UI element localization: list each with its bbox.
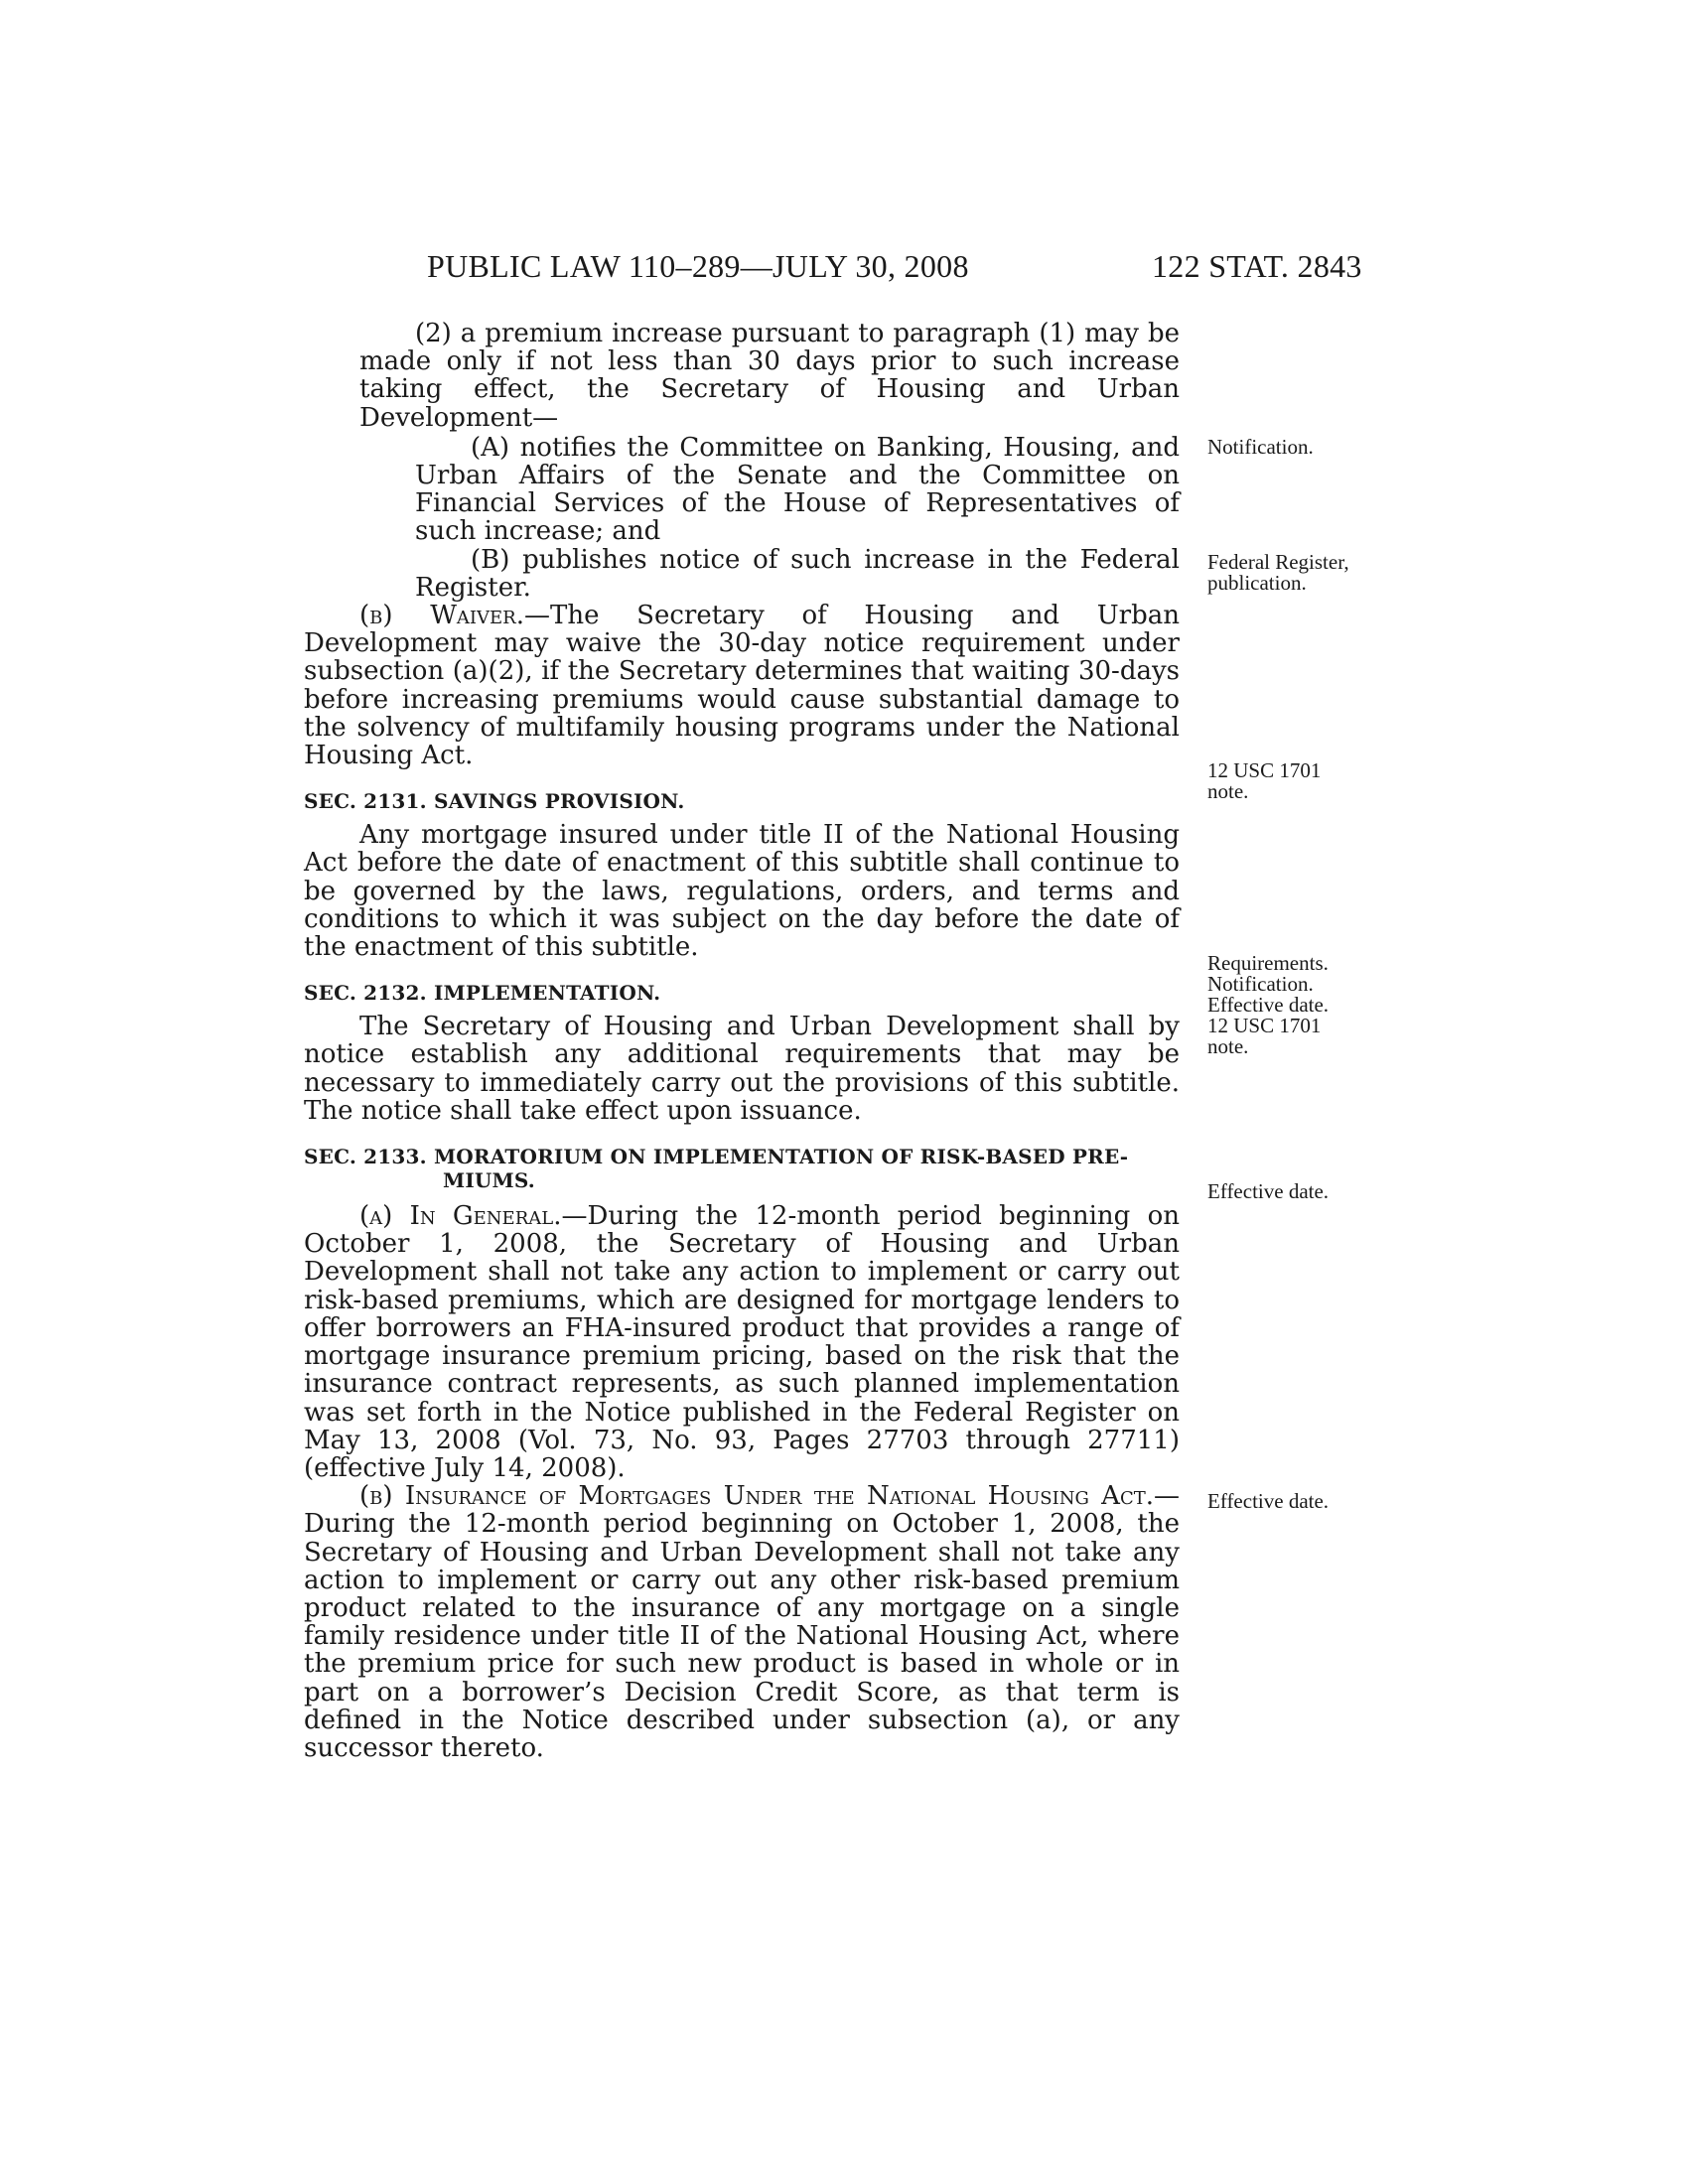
margin-note-requirements-line-2: Notification. bbox=[1207, 972, 1314, 996]
margin-note-requirements-line-5: note. bbox=[1207, 1034, 1249, 1058]
margin-note-federal-register bbox=[1207, 552, 1349, 594]
subparagraph-b: (B) publishes notice of such increase in the Federal Register. bbox=[415, 544, 1180, 603]
header-title: PUBLIC LAW 110–289—JULY 30, 2008 bbox=[427, 248, 969, 284]
margin-note-federal-register-line-1: Federal Register, bbox=[1207, 550, 1349, 574]
waiver-text: —The Secretary of Housing and Urban Development may waive the 30-day notice requirement under subsection (a)(2), if the Secretary determines that waiting 30-days before increasing premiums would cause substantial damage to the solvency of multifamily housing programs under the National Housing Act. bbox=[304, 601, 1180, 771]
subsection-b-waiver bbox=[304, 602, 1180, 769]
margin-note-requirements-line-1: Requirements. bbox=[1207, 951, 1329, 975]
section-2133-subsection-b bbox=[304, 1482, 1180, 1762]
subsection-a-text: —During the 12-month period beginning on October 1, 2008, the Secretary of Housing and Urban Development shall not take any action to implement or carry out risk-based premiums, which are designed for mortgage lenders to offer borrowers an FHA-insured product that provides a range of mortgage insurance premium pricing, based on the risk that the insurance contract represents, as such planned implementation was set forth in the Notice published in the Federal Register on May 13, 2008 (Vol. 73, No. 93, Pages 27703 through 27711) (effective July 14, 2008). bbox=[304, 1201, 1180, 1483]
subsection-b-text: —During the 12-month period beginning on October 1, 2008, the Secretary of Housing and Urban Development shall not take any action to implement or carry out any other risk-based premium product related to the insurance of any mortgage on a single family residence under title II of the National Housing Act, where the premium price for such new product is based in whole or in part on a borrower’s Decision Credit Score, as that term is defined in the Notice described under subsection (a), or any successor thereto. bbox=[304, 1481, 1180, 1763]
waiver-heading: (b) Waiver. bbox=[359, 601, 524, 631]
margin-note-effective-date-b: Effective date. bbox=[1207, 1489, 1330, 1513]
subsection-a-heading: (a) In General. bbox=[359, 1201, 562, 1232]
margin-note-usc-2131 bbox=[1207, 760, 1321, 802]
section-2131-text: Any mortgage insured under title II of the National Housing Act before the date of enactment of this subtitle shall continue to be governed by the laws, regulations, orders, and terms and conditions to which it was subject on the day before the date of the enactment of this subtitle. bbox=[304, 820, 1180, 963]
section-2133-heading bbox=[304, 1145, 1180, 1192]
subsection-b-heading: (b) Insurance of Mortgages Under the National Housing Act. bbox=[359, 1481, 1154, 1512]
subparagraph-a: (A) notifies the Committee on Banking, Housing, and Urban Affairs of the Senate and the Committee on Financial Services of the House of Representatives of such increase; and bbox=[415, 432, 1180, 547]
margin-note-requirements-line-3: Effective date. bbox=[1207, 993, 1330, 1017]
margin-note-effective-date-a: Effective date. bbox=[1207, 1179, 1330, 1203]
paragraph-2: (2) a premium increase pursuant to paragraph (1) may be made only if not less than 30 days prior to such increase taking effect, the Secretary of Housing and Urban Development— bbox=[359, 319, 1180, 433]
page-header bbox=[0, 248, 1688, 292]
body-text bbox=[304, 320, 1180, 1762]
margin-note-notification: Notification. bbox=[1207, 435, 1314, 459]
header-stat-citation: 122 STAT. 2843 bbox=[1152, 248, 1362, 284]
margin-note-requirements-line-4: 12 USC 1701 bbox=[1207, 1014, 1322, 1037]
margin-note-usc-2131-line-1: 12 USC 1701 bbox=[1207, 758, 1322, 782]
section-2132-heading: SEC. 2132. IMPLEMENTATION. bbox=[304, 981, 661, 1006]
margin-note-requirements bbox=[1207, 953, 1329, 1057]
margin-note-federal-register-line-2: publication. bbox=[1207, 571, 1307, 595]
section-2132-text: The Secretary of Housing and Urban Development shall by notice establish any additional requirements that may be necessary to immediately carry out the provisions of this subtitle. The notice shall take effect upon issuance. bbox=[304, 1012, 1180, 1126]
section-2133-subsection-a bbox=[304, 1202, 1180, 1482]
section-2131-heading: SEC. 2131. SAVINGS PROVISION. bbox=[304, 789, 685, 814]
margin-note-usc-2131-line-2: note. bbox=[1207, 779, 1249, 803]
section-2133-heading-line-2: MIUMS. bbox=[443, 1168, 535, 1193]
section-2133-heading-line-1: SEC. 2133. MORATORIUM ON IMPLEMENTATION OF RISK-BASED PRE- bbox=[304, 1145, 1129, 1169]
